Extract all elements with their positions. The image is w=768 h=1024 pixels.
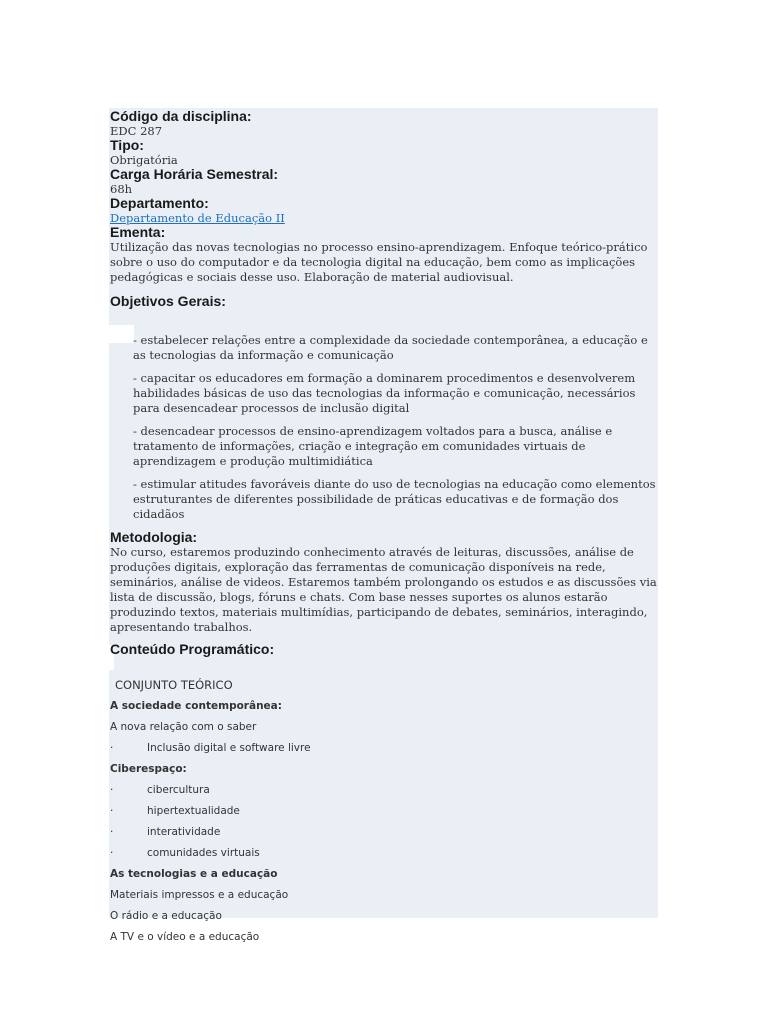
program-label: Conteúdo Programático:: [110, 641, 275, 657]
type-value: Obrigatória: [110, 153, 178, 167]
ementa-label: Ementa:: [110, 224, 166, 240]
list-item-text: Inclusão digital e software livre: [147, 742, 311, 754]
list-item-text: interatividade: [147, 826, 221, 838]
hours-value: 68h: [110, 182, 133, 196]
bullet: ·: [110, 742, 114, 754]
methodology-text: No curso, estaremos produzindo conhecimento através de leituras, discussões, análise de produções digitais, exploração das ferramentas de comunicação disponíveis na rede, seminários, análise de videos. Estaremos também prolongando os estudos e as discussões via lista de discussão, blogs, fóruns e chats. Com base nesses suportes os alunos estarão produzindo textos, materiais multimídias, participando de debates, seminários, interagindo, apresentando trabalhos.: [110, 545, 657, 634]
subsection-title: Ciberespaço:: [110, 763, 187, 775]
bullet: ·: [110, 805, 114, 817]
department-label: Departamento:: [110, 195, 209, 211]
bullet: ·: [110, 847, 114, 859]
bullet: ·: [110, 826, 114, 838]
objective-item: - desencadear processos de ensino-aprendizagem voltados para a busca, análise e tratamento de informações, criação e integração em comunidades virtuais de aprendizagem e produção multimidiática: [133, 424, 613, 468]
list-item: [110, 780, 658, 801]
type-label: Tipo:: [110, 137, 144, 153]
hours-label: Carga Horária Semestral:: [110, 166, 279, 182]
objectives-list: [110, 333, 658, 522]
objective-item: - capacitar os educadores em formação a dominarem procedimentos e desenvolverem habilidades básicas de uso das tecnologias da informação e comunicação, necessários para desencadear processos de inclusão digital: [133, 371, 636, 415]
subsection-title: As tecnologias e a educação: [110, 868, 278, 880]
list-item: [110, 843, 658, 864]
methodology-label: Metodologia:: [110, 529, 198, 545]
list-item: [110, 738, 658, 759]
list-item: O rádio e a educação: [110, 910, 222, 922]
list-item: [110, 822, 658, 843]
list-item: Materiais impressos e a educação: [110, 889, 289, 901]
objective-item: - estabelecer relações entre a complexidade da sociedade contemporânea, a educação e as tecnologias da informação e comunicação: [133, 333, 648, 362]
list-item: A TV e o vídeo e a educação: [110, 931, 260, 943]
department-link-wrapper: [110, 211, 658, 225]
list-item: [110, 801, 658, 822]
list-item: A nova relação com o saber: [110, 721, 257, 733]
objective-item: - estimular atitudes favoráveis diante do uso de tecnologias na educação como elementos estruturantes de diferentes possibilidade de práticas educativas e de formação dos cidadãos: [133, 477, 656, 521]
subsection-title: A sociedade contemporânea:: [110, 700, 282, 712]
list-item-text: comunidades virtuais: [147, 847, 260, 859]
bullet: ·: [110, 784, 114, 796]
code-value: EDC 287: [110, 124, 163, 138]
section-title: CONJUNTO TEÓRICO: [115, 678, 233, 692]
code-label: Código da disciplina:: [110, 108, 252, 124]
department-link[interactable]: Departamento de Educação II: [110, 211, 285, 225]
objectives-label: Objetivos Gerais:: [110, 293, 226, 309]
list-item-text: hipertextualidade: [147, 805, 240, 817]
course-document: [110, 108, 658, 948]
list-item-text: cibercultura: [147, 784, 210, 796]
program-list: [110, 675, 658, 948]
ementa-text: Utilização das novas tecnologias no processo ensino-aprendizagem. Enfoque teórico-prático sobre o uso do computador e da tecnologia digital na educação, bem como as implicações pedagógicas e sociais desse uso. Elaboração de material audiovisual.: [110, 240, 648, 284]
